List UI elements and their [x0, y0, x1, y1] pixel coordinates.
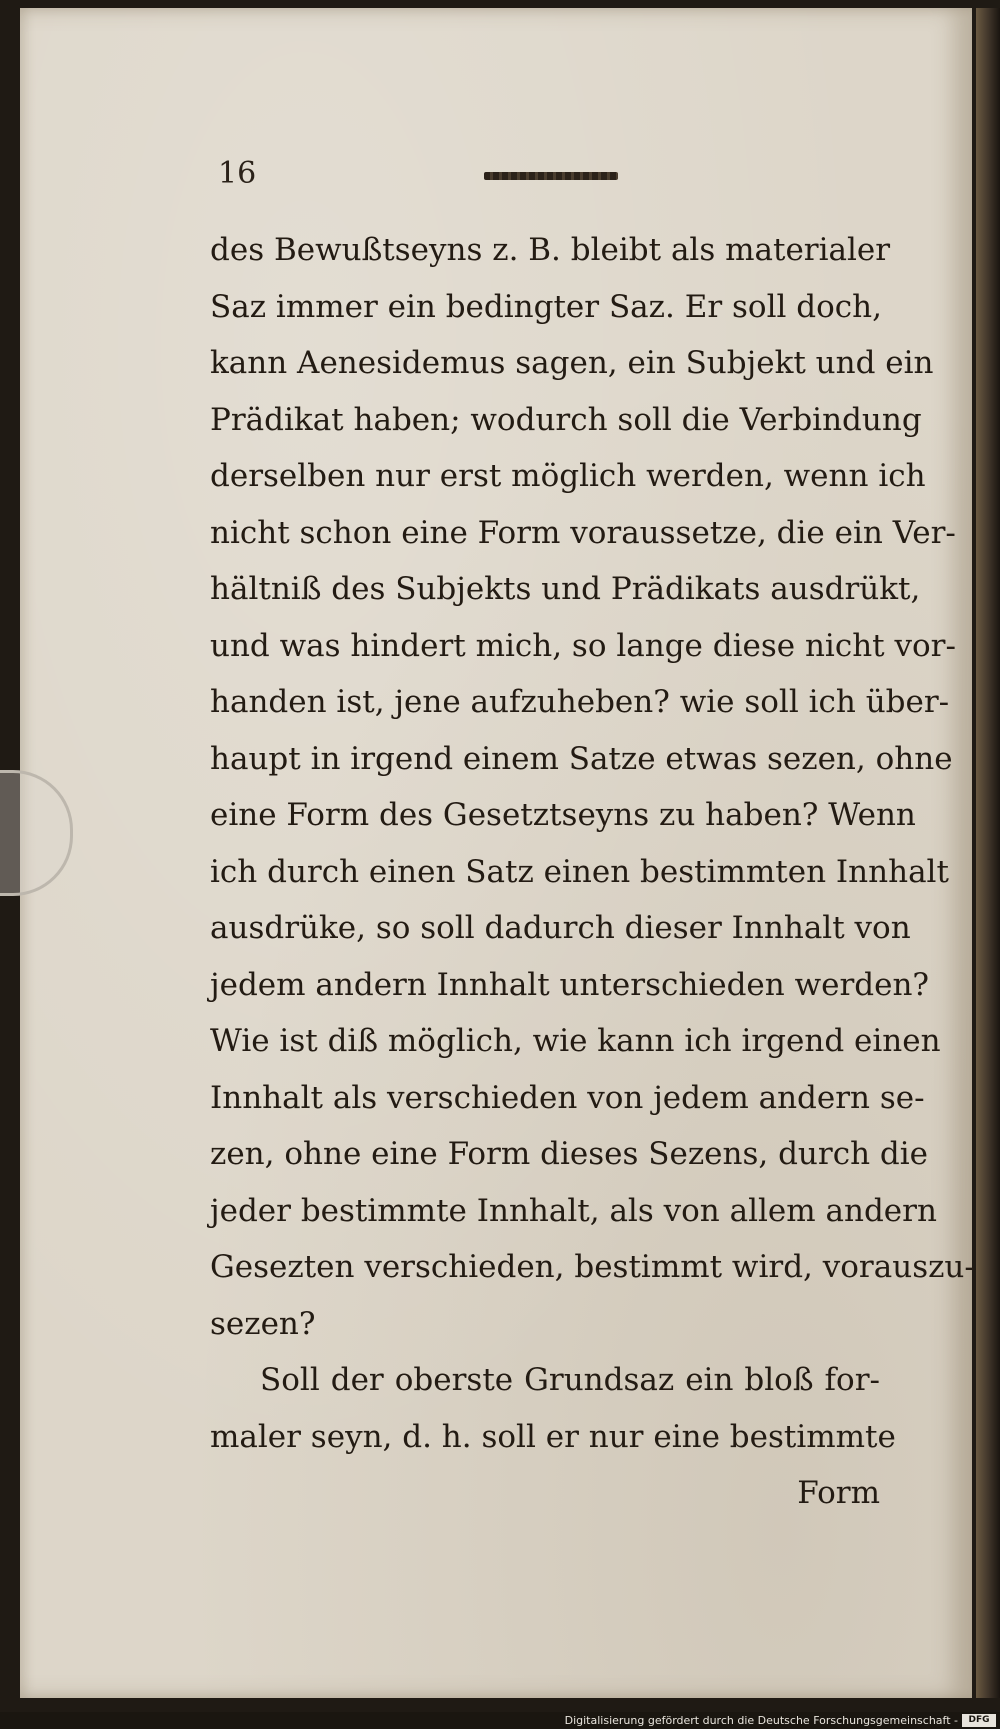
text-line: jedem andern Innhalt unterschieden werden?	[210, 966, 930, 1003]
text-line: Wie ist diß möglich, wie kann ich irgend einen	[210, 1023, 941, 1059]
funding-credit: Digitalisierung gefördert durch die Deutsche Forschungsgemeinschaft -	[564, 1714, 958, 1727]
text-line: Innhalt als verschieden von jedem andern se-	[210, 1079, 925, 1116]
catchword: Form	[797, 1475, 880, 1511]
text-line: handen ist, jene aufzuheben? wie soll ich über-	[210, 684, 950, 720]
paragraph-start-line: Soll der oberste Grundsaz ein bloß for-	[260, 1362, 880, 1398]
text-line: nicht schon eine Form voraussetze, die ein Ver-	[210, 514, 956, 551]
dfg-logo: DFG	[962, 1714, 996, 1727]
text-line: eine Form des Gesetztseyns zu haben? Wenn	[210, 797, 916, 833]
text-line: ich durch einen Satz einen bestimmten Innhalt	[210, 853, 949, 890]
text-line: haupt in irgend einem Satze etwas sezen, ohne	[210, 740, 953, 777]
text-line: zen, ohne eine Form dieses Sezens, durch die	[210, 1136, 928, 1172]
text-line: derselben nur erst möglich werden, wenn ich	[210, 458, 926, 494]
header-ornament	[484, 172, 618, 180]
text-line: maler seyn, d. h. soll er nur eine bestimmte	[210, 1418, 896, 1455]
text-line: und was hindert mich, so lange diese nicht vor-	[210, 627, 956, 664]
body-text	[210, 222, 975, 1522]
text-line: sezen?	[210, 1305, 316, 1342]
text-line: ausdrüke, so soll dadurch dieser Innhalt von	[210, 910, 911, 946]
text-line: hältniß des Subjekts und Prädikats ausdrükt,	[210, 571, 921, 607]
text-line: kann Aenesidemus sagen, ein Subjekt und ein	[210, 345, 934, 381]
text-line: Prädikat haben; wodurch soll die Verbindung	[210, 401, 922, 438]
text-line: Saz immer ein bedingter Saz. Er soll doch,	[210, 288, 882, 325]
text-line: jeder bestimmte Innhalt, als von allem andern	[210, 1192, 937, 1229]
page-number: 16	[218, 156, 257, 191]
book-spine	[976, 8, 1000, 1698]
text-line: des Bewußtseyns z. B. bleibt als materialer	[210, 232, 891, 268]
digitization-footer	[0, 1712, 1000, 1729]
text-line: Gesezten verschieden, bestimmt wird, vorauszu-	[210, 1249, 975, 1285]
